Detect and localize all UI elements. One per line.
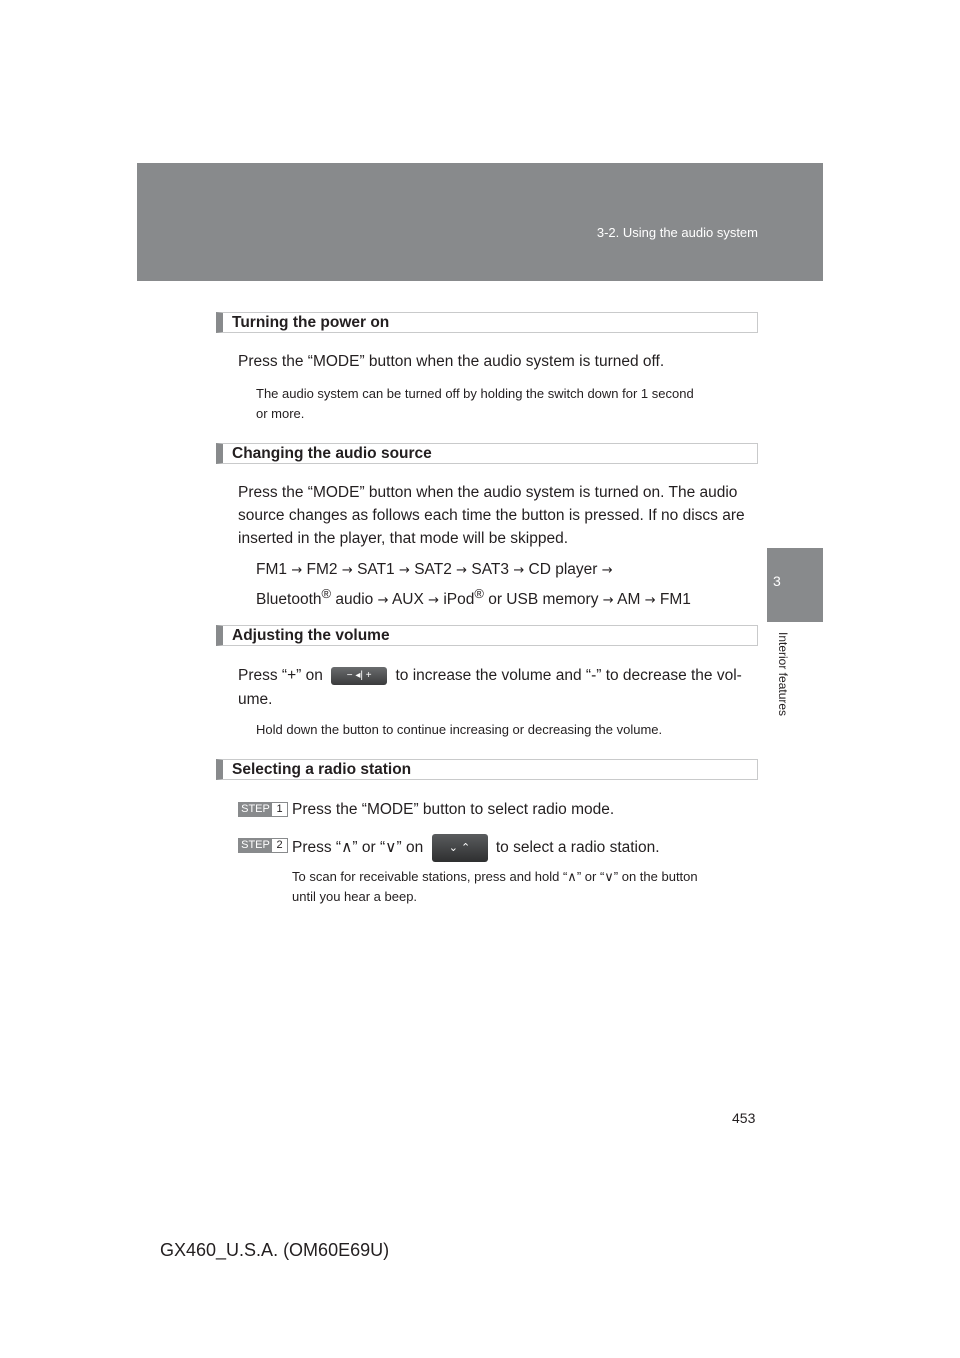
step-1-text: Press the “MODE” button to select radio mode.: [292, 801, 615, 818]
section-label: 3-2. Using the audio system: [596, 225, 758, 240]
step-2-text-post: to select a radio station.: [495, 839, 660, 857]
arrow-icon: →: [644, 593, 656, 609]
arrow-icon: →: [513, 563, 525, 578]
arrow-icon: →: [428, 593, 440, 609]
seq-sat3: SAT3: [471, 561, 509, 578]
seq-aux: AUX: [391, 591, 424, 609]
arrow-icon: →: [602, 593, 614, 609]
heading-power-on: Turning the power on: [216, 312, 758, 333]
seq-am: AM: [617, 591, 641, 609]
step-2-badge: [238, 838, 288, 853]
step-2-number: 2: [276, 839, 283, 851]
scan-note-line2: until you hear a beep.: [292, 889, 418, 904]
seq-cd-player: CD player: [528, 561, 598, 578]
volume-switch-glyphs: − ◂| +: [346, 669, 372, 681]
step-2-text: [292, 834, 660, 862]
arrow-icon: →: [341, 563, 353, 578]
arrow-icon: →: [456, 563, 468, 578]
volume-note: Hold down the button to continue increasing or decreasing the volume.: [256, 722, 663, 737]
step-2-label: STEP: [239, 839, 272, 852]
page-number: 453: [732, 1110, 756, 1126]
tune-switch-icon: [432, 834, 488, 862]
step-1-badge: [238, 802, 288, 817]
scan-note-line1: To scan for receivable stations, press and hold “∧” or “∨” on the button: [292, 869, 698, 884]
seq-sat1: SAT1: [357, 561, 395, 578]
seq-usb-memory: or USB memory: [488, 591, 599, 609]
volume-text-line2: ume.: [238, 691, 273, 708]
seq-ipod: iPod: [443, 591, 475, 609]
tune-switch-glyphs: ⌄ ⌃: [448, 842, 471, 854]
arrow-icon: →: [601, 563, 613, 578]
source-sequence-line2: [256, 582, 691, 612]
volume-text-post: to increase the volume and “-” to decrease the vol-: [395, 667, 742, 684]
registered-mark: ®: [321, 586, 332, 601]
volume-switch-icon: [331, 667, 387, 685]
heading-volume: Adjusting the volume: [216, 625, 758, 646]
arrow-icon: →: [377, 593, 389, 609]
power-off-note-line1: The audio system can be turned off by holding the switch down for 1 second: [256, 386, 694, 401]
registered-mark: ®: [474, 586, 484, 601]
volume-text-line1: [238, 664, 742, 687]
arrow-icon: →: [399, 563, 410, 578]
header-band: [137, 163, 823, 281]
heading-radio-station: Selecting a radio station: [216, 759, 758, 780]
seq-fm2: FM2: [306, 561, 338, 578]
step-1-label: STEP: [239, 803, 272, 816]
source-sequence-line1: [256, 558, 613, 582]
volume-text-pre: Press “+” on: [238, 667, 323, 684]
seq-fm1-end: FM1: [659, 591, 691, 609]
power-on-text: Press the “MODE” button when the audio system is turned off.: [238, 353, 665, 370]
arrow-icon: →: [291, 563, 303, 578]
chapter-title: Interior features: [776, 632, 790, 717]
step-2-text-pre: Press “∧” or “∨” on: [292, 839, 424, 857]
source-text-line2: source changes as follows each time the button is pressed. If no discs are: [238, 507, 745, 524]
power-off-note-line2: or more.: [256, 406, 305, 421]
source-text-line1: Press the “MODE” button when the audio system is turned on. The audio: [238, 484, 738, 501]
seq-audio: audio: [335, 591, 374, 609]
footer-code: GX460_U.S.A. (OM60E69U): [160, 1240, 390, 1260]
seq-fm1: FM1: [256, 561, 287, 578]
seq-bluetooth: Bluetooth: [256, 591, 322, 609]
chapter-number: 3: [773, 573, 781, 589]
heading-audio-source: Changing the audio source: [216, 443, 758, 464]
seq-sat2: SAT2: [414, 561, 452, 578]
step-1-number: 1: [276, 803, 283, 815]
source-text-line3: inserted in the player, that mode will be skipped.: [238, 530, 568, 547]
